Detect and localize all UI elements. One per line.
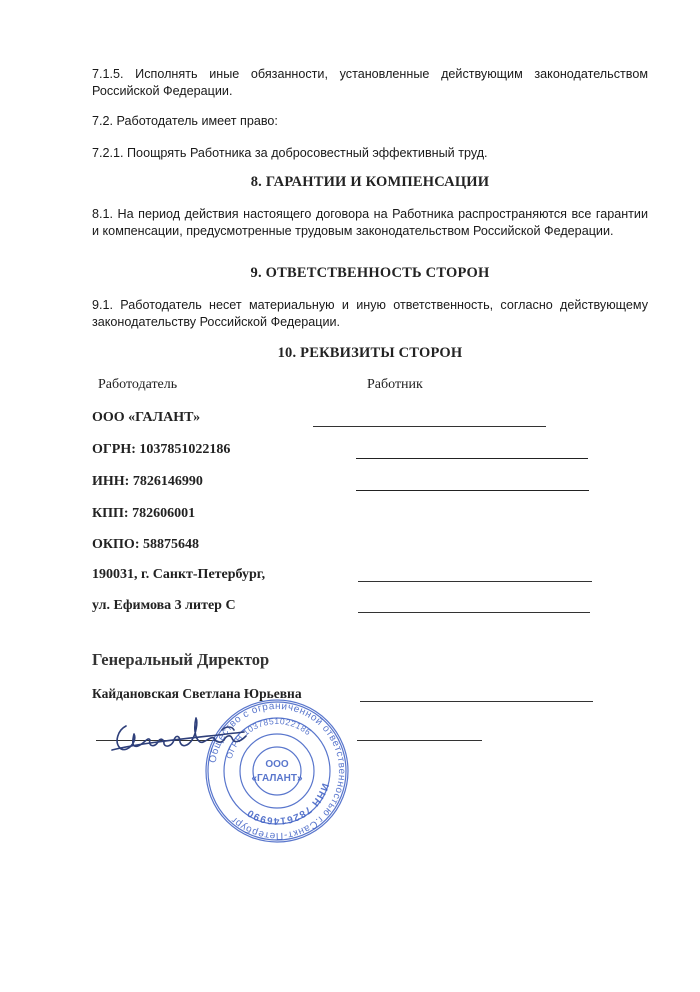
okpo-value: ОКПО: 58875648 [92, 537, 199, 552]
paragraph-7-1-5: 7.1.5. Исполнять иные обязанности, установленные действующим законодательством Российской Федерации. [92, 67, 648, 98]
stamp-center-line2: «ГАЛАНТ» [251, 773, 303, 784]
director-title: Генеральный Директор [92, 650, 270, 669]
address-line-2: ул. Ефимова 3 литер С [92, 598, 236, 613]
employee-column-label: Работник [367, 377, 423, 392]
stamp-center-line1: ООО [265, 759, 289, 770]
employee-field-line [360, 701, 593, 702]
company-name: ООО «ГАЛАНТ» [92, 410, 201, 425]
employee-field-line [356, 490, 589, 491]
stamp-inn-text: ИНН 7826146990 [245, 781, 331, 827]
section-10-heading: 10. РЕКВИЗИТЫ СТОРОН [277, 345, 463, 361]
employee-field-line [358, 612, 590, 613]
section-8-heading: 8. ГАРАНТИИ И КОМПЕНСАЦИИ [250, 174, 490, 190]
stamp-ogrn-text: ОГРН 1037851022186 [223, 716, 314, 760]
employee-signature-line [313, 426, 546, 427]
paragraph-7-2-1: 7.2.1. Поощрять Работника за добросовестный эффективный труд. [92, 146, 488, 160]
employee-field-line [356, 458, 588, 459]
ogrn-value: ОГРН: 1037851022186 [92, 442, 231, 457]
paragraph-9-1: 9.1. Работодатель несет материальную и иную ответственность, согласно действующему законодательству Российской Федерации. [92, 298, 648, 329]
kpp-value: КПП: 782606001 [92, 506, 196, 521]
employee-field-line [358, 581, 592, 582]
section-9-heading: 9. ОТВЕТСТВЕННОСТЬ СТОРОН [250, 265, 490, 281]
director-signature [104, 712, 254, 762]
employer-column-label: Работодатель [98, 377, 178, 392]
paragraph-7-2: 7.2. Работодатель имеет право: [92, 114, 278, 128]
paragraph-8-1: 8.1. На период действия настоящего договора на Работника распространяются все гарантии и компенсации, предусмотренные трудовым законодательством Российской Федерации. [92, 207, 648, 238]
stamp-center-ring [253, 747, 301, 795]
inn-value: ИНН: 7826146990 [92, 474, 203, 489]
stamp-outer-text: Общество с ограниченной ответственностью г.Санкт-Петербург [207, 700, 348, 842]
employee-signature-line [357, 740, 482, 741]
director-name: Кайдановская Светлана Юрьевна [92, 686, 302, 701]
address-line-1: 190031, г. Санкт-Петербург, [92, 567, 266, 582]
